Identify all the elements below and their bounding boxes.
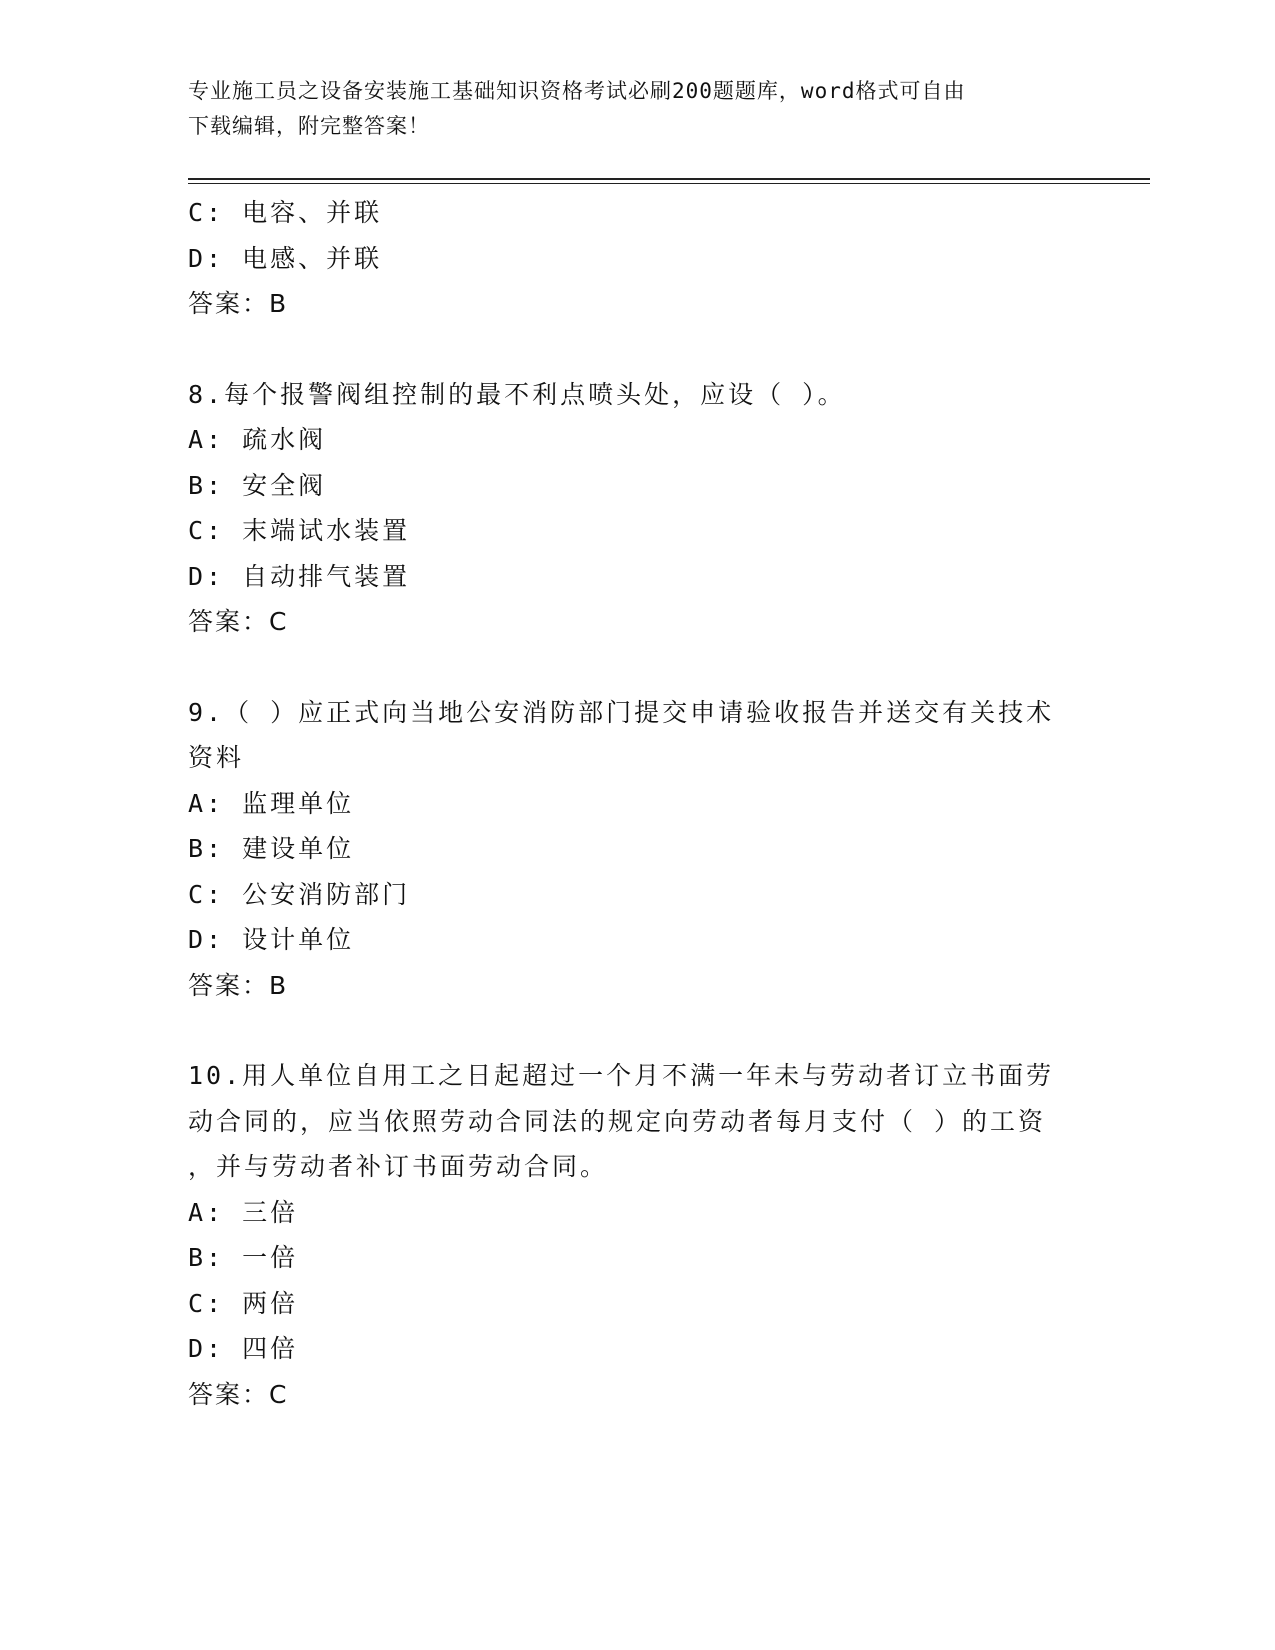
header-divider-thin — [188, 183, 1150, 184]
question-text-line-3: ，并与劳动者补订书面劳动合同。 — [188, 1152, 609, 1181]
option-c: C: 两倍 — [188, 1288, 299, 1318]
question-7 — [188, 190, 1088, 327]
question-text-line-2: 动合同的，应当依照劳动合同法的规定向劳动者每月支付（ ）的工资 — [188, 1106, 1047, 1136]
answer: 答案：C — [188, 607, 289, 636]
option-a: A: 三倍 — [188, 1197, 299, 1227]
answer: 答案：C — [188, 1379, 289, 1409]
header-divider — [188, 178, 1150, 180]
option-c: C: 末端试水装置 — [188, 516, 411, 545]
option-d: D: 电感、并联 — [188, 243, 383, 273]
option-b: B: 安全阀 — [188, 470, 327, 500]
question-text-line-2: 资料 — [188, 743, 245, 772]
question-10 — [188, 1053, 1088, 1417]
question-8 — [188, 372, 1088, 645]
option-d: D: 四倍 — [188, 1334, 299, 1363]
question-text-line-1: 10.用人单位自用工之日起超过一个月不满一年未与劳动者订立书面劳 — [188, 1061, 1055, 1090]
header-line-2: 下载编辑，附完整答案！ — [188, 114, 430, 138]
option-a: A: 监理单位 — [188, 788, 355, 818]
option-d: D: 自动排气装置 — [188, 561, 411, 591]
option-b: B: 建设单位 — [188, 834, 355, 863]
header-line-1: 专业施工员之设备安装施工基础知识资格考试必刷200题题库，word格式可自由 — [188, 79, 966, 103]
answer: 答案：B — [188, 970, 289, 1000]
question-list — [188, 190, 1088, 1417]
option-b: B: 一倍 — [188, 1243, 299, 1272]
question-text-line-1: 9.（ ）应正式向当地公安消防部门提交申请验收报告并送交有关技术 — [188, 697, 1055, 727]
option-d: D: 设计单位 — [188, 925, 355, 954]
document-header — [188, 74, 1088, 144]
question-9 — [188, 690, 1088, 1009]
option-c: C: 公安消防部门 — [188, 879, 411, 909]
option-a: A: 疏水阀 — [188, 425, 327, 454]
question-text: 8.每个报警阀组控制的最不利点喷头处，应设（ ）。 — [188, 379, 846, 409]
option-c: C: 电容、并联 — [188, 198, 383, 227]
answer: 答案：B — [188, 289, 289, 318]
